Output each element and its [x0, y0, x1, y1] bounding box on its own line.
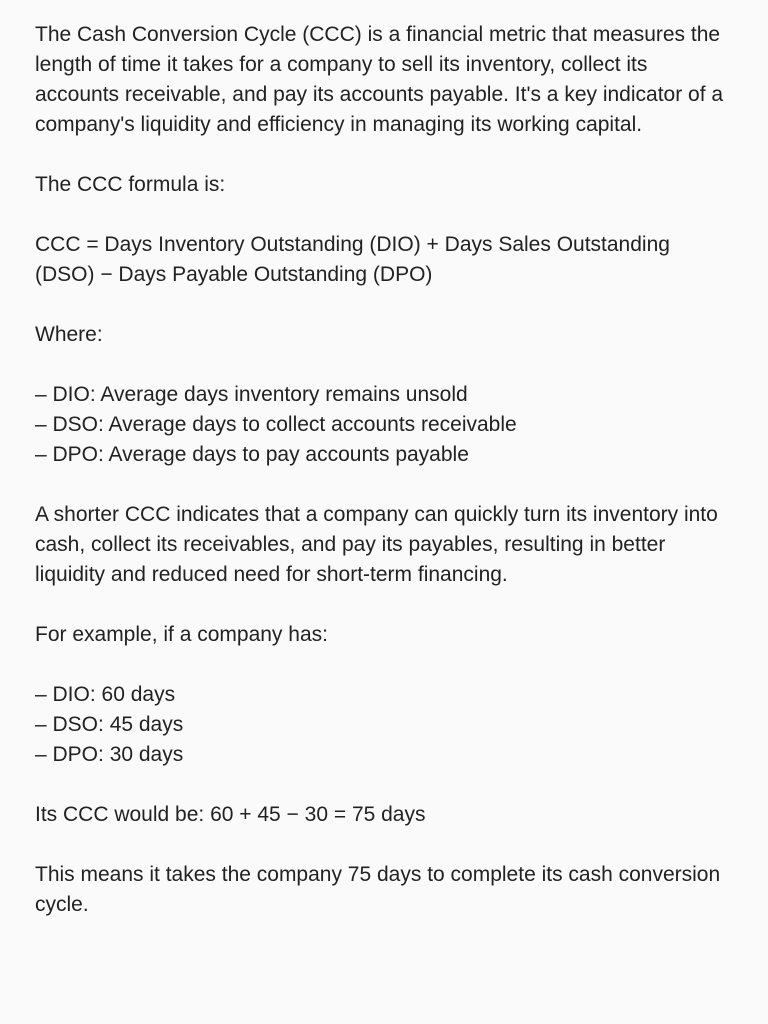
- example-dso: – DSO: 45 days: [35, 713, 184, 736]
- example-dio: – DIO: 60 days: [35, 683, 176, 706]
- example-heading: For example, if a company has:: [35, 623, 328, 646]
- definitions-list: [35, 380, 735, 470]
- document-body: [35, 20, 735, 950]
- formula-heading: The CCC formula is:: [35, 173, 226, 196]
- definition-dso: – DSO: Average days to collect accounts receivable: [35, 413, 517, 436]
- calculation-line: Its CCC would be: 60 + 45 − 30 = 75 days: [35, 803, 426, 826]
- where-heading: Where:: [35, 323, 103, 346]
- definition-dpo: – DPO: Average days to pay accounts payable: [35, 443, 469, 466]
- intro-paragraph: The Cash Conversion Cycle (CCC) is a financial metric that measures the length of time it takes for a company to sell its inventory, collect its accounts receivable, and pay its accounts payable. It's a key indicator of a company's liquidity and efficiency in managing its working capital.: [35, 23, 724, 136]
- example-values-list: [35, 680, 735, 770]
- example-dpo: – DPO: 30 days: [35, 743, 184, 766]
- definition-dio: – DIO: Average days inventory remains unsold: [35, 383, 468, 406]
- conclusion-paragraph: This means it takes the company 75 days to complete its cash conversion cycle.: [35, 863, 721, 916]
- formula-text: CCC = Days Inventory Outstanding (DIO) + Days Sales Outstanding (DSO) − Days Payable Outstanding (DPO): [35, 233, 670, 286]
- shorter-ccc-paragraph: A shorter CCC indicates that a company can quickly turn its inventory into cash, collect its receivables, and pay its payables, resulting in better liquidity and reduced need for short-term financing.: [35, 503, 718, 586]
